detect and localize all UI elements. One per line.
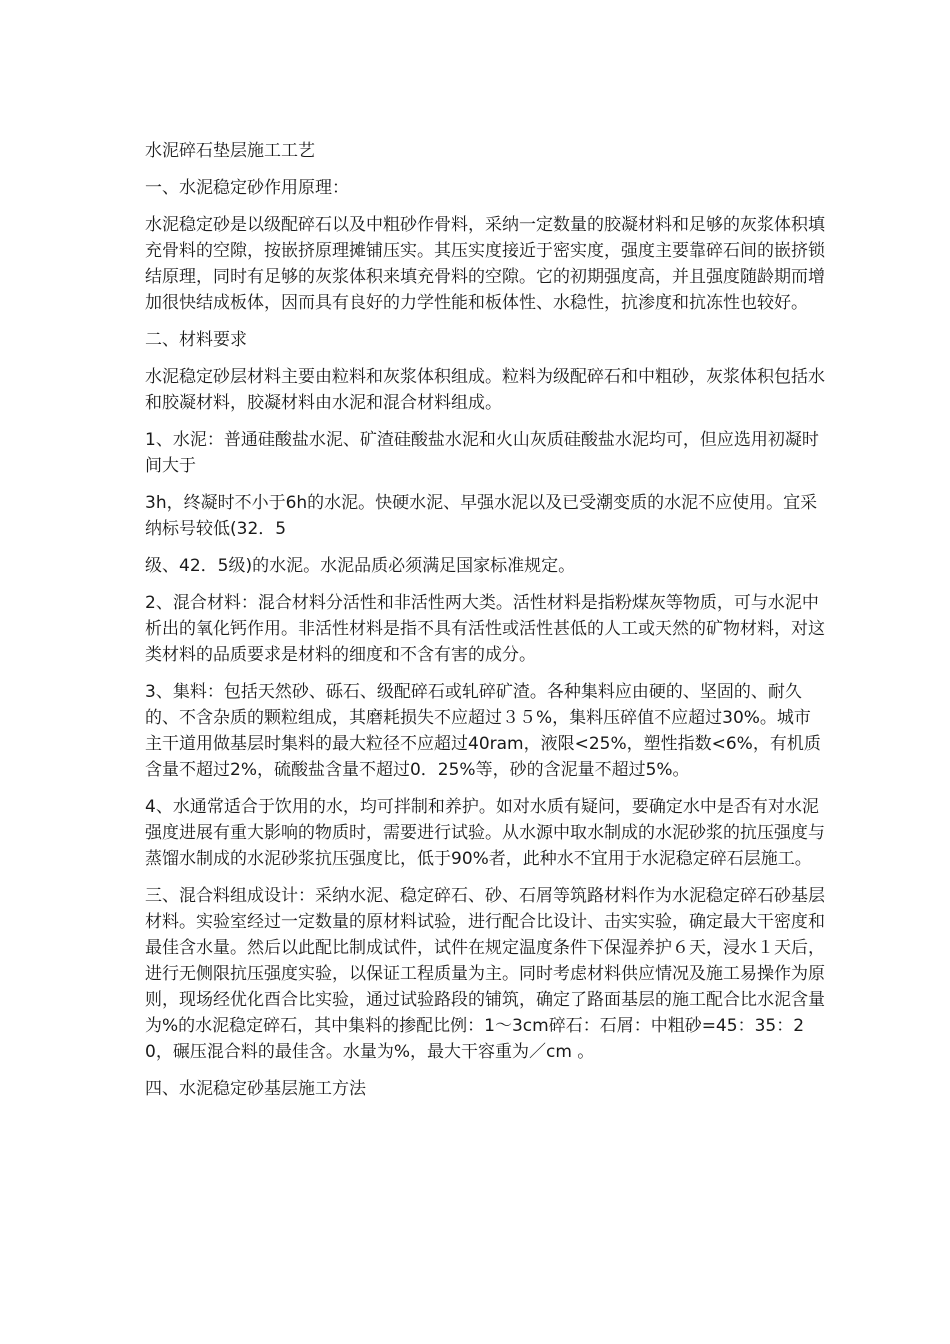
section-heading-materials: 二、材料要求	[145, 330, 247, 350]
paragraph-cement-2: 3h，终凝时不小于6h的水泥。快硬水泥、早强水泥以及已受潮变质的水泥不应使用。宜采纳标号较低(32．5	[145, 493, 818, 539]
paragraph-principle: 水泥稳定砂是以级配碎石以及中粗砂作骨料，采纳一定数量的胶凝材料和足够的灰浆体积填充骨料的空隙，按嵌挤原理摊铺压实。其压实度接近于密实度，强度主要靠碎石间的嵌挤锁结原理，同时有足够的灰浆体积来填充骨料的空隙。它的初期强度高，并且强度随龄期而增加很快结成板体，因而具有良好的力学性能和板体性、水稳性，抗渗度和抗冻性也较好。	[145, 215, 825, 313]
paragraph-water: 4、水通常适合于饮用的水，均可拌制和养护。如对水质有疑问，要确定水中是否有对水泥强度进展有重大影响的物质时，需要进行试验。从水源中取水制成的水泥砂浆的抗压强度与蒸馏水制成的水泥砂浆抗压强度比，低于90%者，此种水不宜用于水泥稳定碎石层施工。	[145, 797, 825, 869]
paragraph-mixed-materials: 2、混合材料：混合材料分活性和非活性两大类。活性材料是指粉煤灰等物质，可与水泥中析出的氧化钙作用。非活性材料是指不具有活性或活性甚低的人工或天然的矿物材料，对这类材料的品质要求是材料的细度和不含有害的成分。	[145, 593, 825, 665]
paragraph-cement-1: 1、水泥：普通硅酸盐水泥、矿渣硅酸盐水泥和火山灰质硅酸盐水泥均可，但应选用初凝时间大于	[145, 430, 819, 476]
paragraph-aggregate: 3、集料：包括天然砂、砾石、级配碎石或轧碎矿渣。各种集料应由硬的、坚固的、耐久的、不含杂质的颗粒组成，其磨耗损失不应超过３５%，集料压碎值不应超过30%。城市主干道用做基层时集料的最大粒径不应超过40ram，液限<25%，塑性指数<6%，有机质含量不超过2%，硫酸盐含量不超过0．25%等，砂的含泥量不超过5%。	[145, 682, 821, 780]
paragraph-materials-intro: 水泥稳定砂层材料主要由粒料和灰浆体积组成。粒料为级配碎石和中粗砂，灰浆体积包括水和胶凝材料，胶凝材料由水泥和混合材料组成。	[145, 367, 825, 413]
paragraph-mix-design: 三、混合料组成设计：采纳水泥、稳定碎石、砂、石屑等筑路材料作为水泥稳定碎石砂基层材料。实验室经过一定数量的原材料试验，进行配合比设计、击实实验，确定最大干密度和最佳含水量。然后以此配比制成试件，试件在规定温度条件下保湿养护６天，浸水１天后，进行无侧限抗压强度实验，以保证工程质量为主。同时考虑材料供应情况及施工易操作为原则，现场经优化酉合比实验，通过试验路段的铺筑，确定了路面基层的施工配合比水泥含量为%的水泥稳定碎石，其中集料的掺配比例：1～3cm碎石：石屑：中粗砂=45：35：20，碾压混合料的最佳含。水量为%，最大干容重为／cm 。	[145, 886, 825, 1062]
document-body	[145, 138, 825, 1113]
paragraph-cement-3: 级、42．5级)的水泥。水泥品质必须满足国家标准规定。	[145, 556, 576, 576]
section-heading-principle: 一、水泥稳定砂作用原理：	[145, 178, 349, 198]
document-title: 水泥碎石垫层施工工艺	[145, 141, 315, 161]
section-heading-construction: 四、水泥稳定砂基层施工方法	[145, 1079, 366, 1099]
